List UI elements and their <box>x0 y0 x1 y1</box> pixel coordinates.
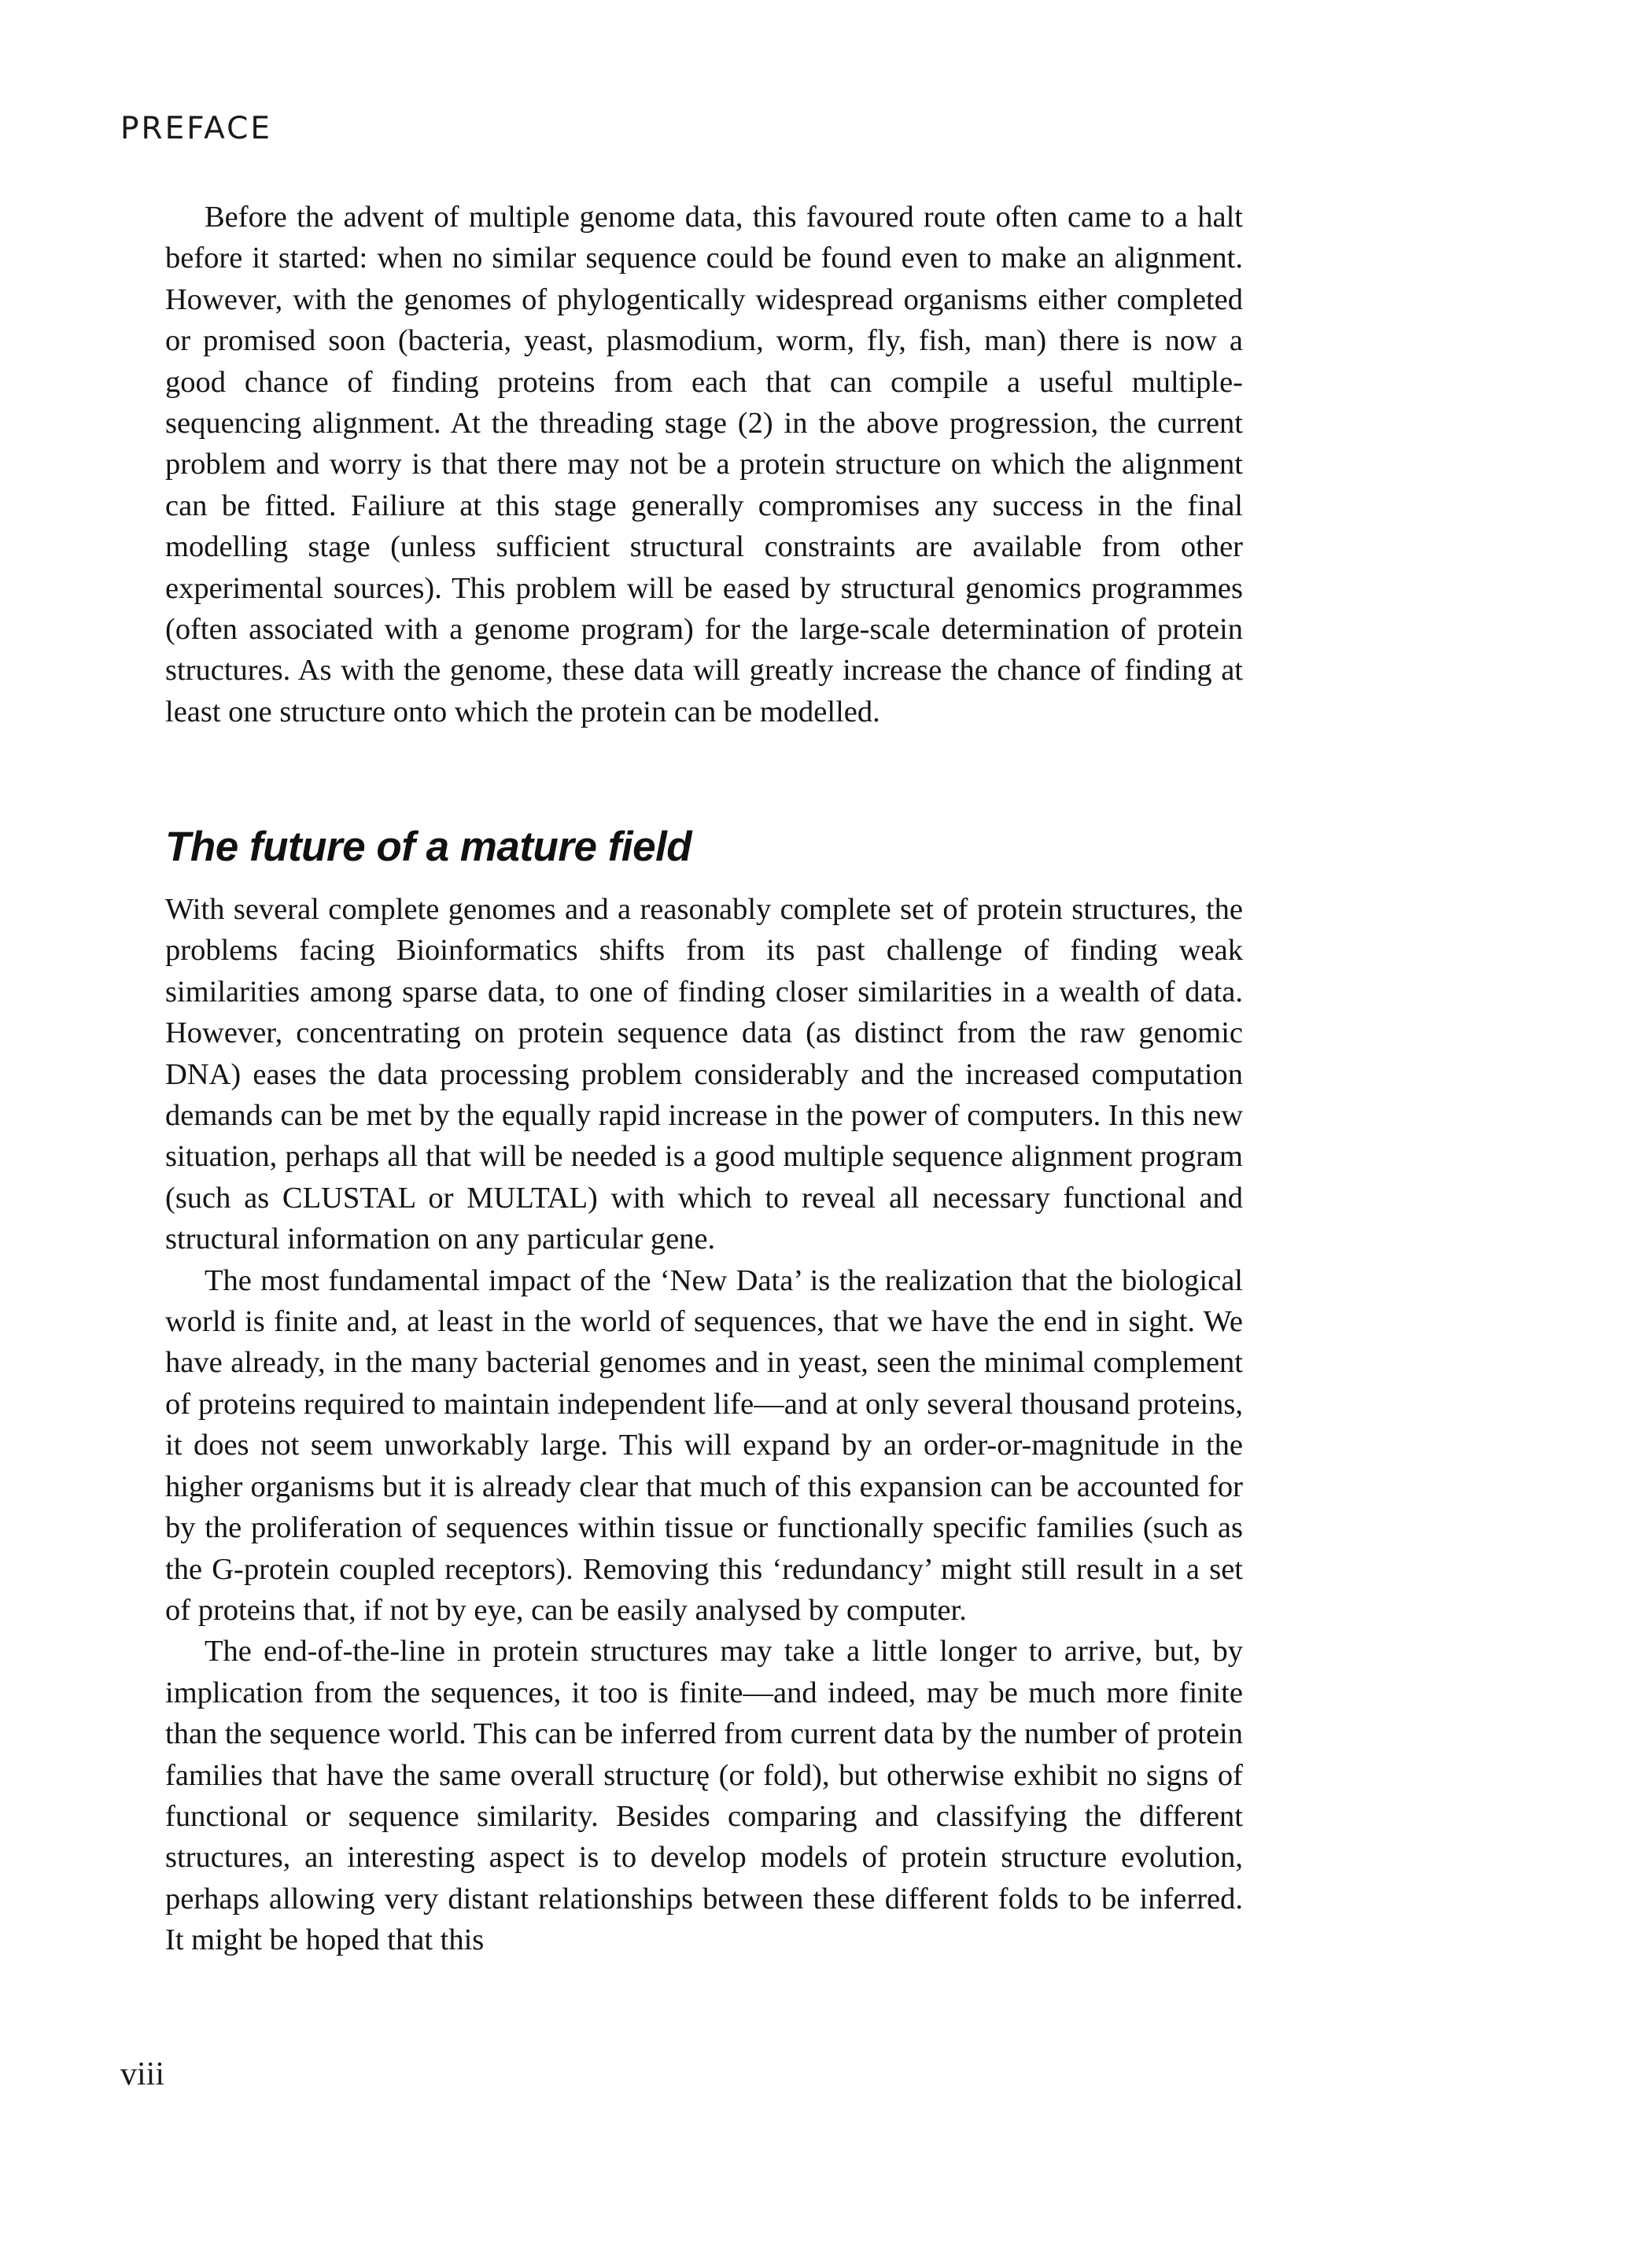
preface-body-after-heading <box>165 889 1243 1961</box>
preface-body-before-heading <box>165 197 1243 732</box>
paragraph: The most fundamental impact of the ‘New Data’ is the realization that the biological world is finite and, at least in the world of sequences, that we have the end in sight. We have already, in the many bacterial genomes and in yeast, seen the minimal complement of proteins required to maintain independent life—and at only several thousand proteins, it does not seem unworkably large. This will expand by an order-or-magnitude in the higher organisms but it is already clear that much of this expansion can be accounted for by the proliferation of sequences within tissue or functionally specific families (such as the G-protein coupled receptors). Removing this ‘redundancy’ might still result in a set of proteins that, if not by eye, can be easily analysed by computer. <box>165 1263 1243 1627</box>
paragraph: The end-of-the-line in protein structures may take a little longer to arrive, but, by implication from the sequences, it too is finite—and indeed, may be much more finite than the sequence world. This can be inferred from current data by the number of protein families that have the same overall structurę (or fold), but otherwise exhibit no signs of functional or sequence similarity. Besides comparing and classifying the different structures, an interesting aspect is to develop models of protein structure evolution, perhaps allowing very distant relationships between these different folds to be inferred. It might be hoped that this <box>165 1635 1243 1957</box>
paragraph: With several complete genomes and a reasonably complete set of protein structures, the problems facing Bioinformatics shifts from its past challenge of finding weak similarities among sparse data, to one of finding closer similarities in a wealth of data. However, concentrating on protein sequence data (as distinct from the raw genomic DNA) eases the data processing problem considerably and the increased computation demands can be met by the equally rapid increase in the power of computers. In this new situation, perhaps all that will be needed is a good multiple sequence alignment program (such as CLUSTAL or MULTAL) with which to reveal all necessary functional and structural information on any particular gene. <box>165 893 1243 1256</box>
page-number: viii <box>120 2056 165 2093</box>
paragraph: Before the advent of multiple genome data, this favoured route often came to a halt before it started: when no similar sequence could be found even to make an alignment. However, with the genomes of phylogentically widespread organisms either completed or promised soon (bacteria, yeast, plasmodium, worm, fly, fish, man) there is now a good chance of finding proteins from each that can compile a useful multiple-sequencing alignment. At the threading stage (2) in the above progression, the current problem and worry is that there may not be a protein structure on which the alignment can be fitted. Failiure at this stage generally compromises any success in the final modelling stage (unless sufficient structural constraints are available from other experimental sources). This problem will be eased by structural genomics programmes (often associated with a genome program) for the large-scale determination of protein structures. As with the genome, these data will greatly increase the chance of finding at least one structure onto which the protein can be modelled. <box>165 201 1243 728</box>
running-head: PREFACE <box>120 111 272 146</box>
section-heading: The future of a mature field <box>165 824 692 870</box>
